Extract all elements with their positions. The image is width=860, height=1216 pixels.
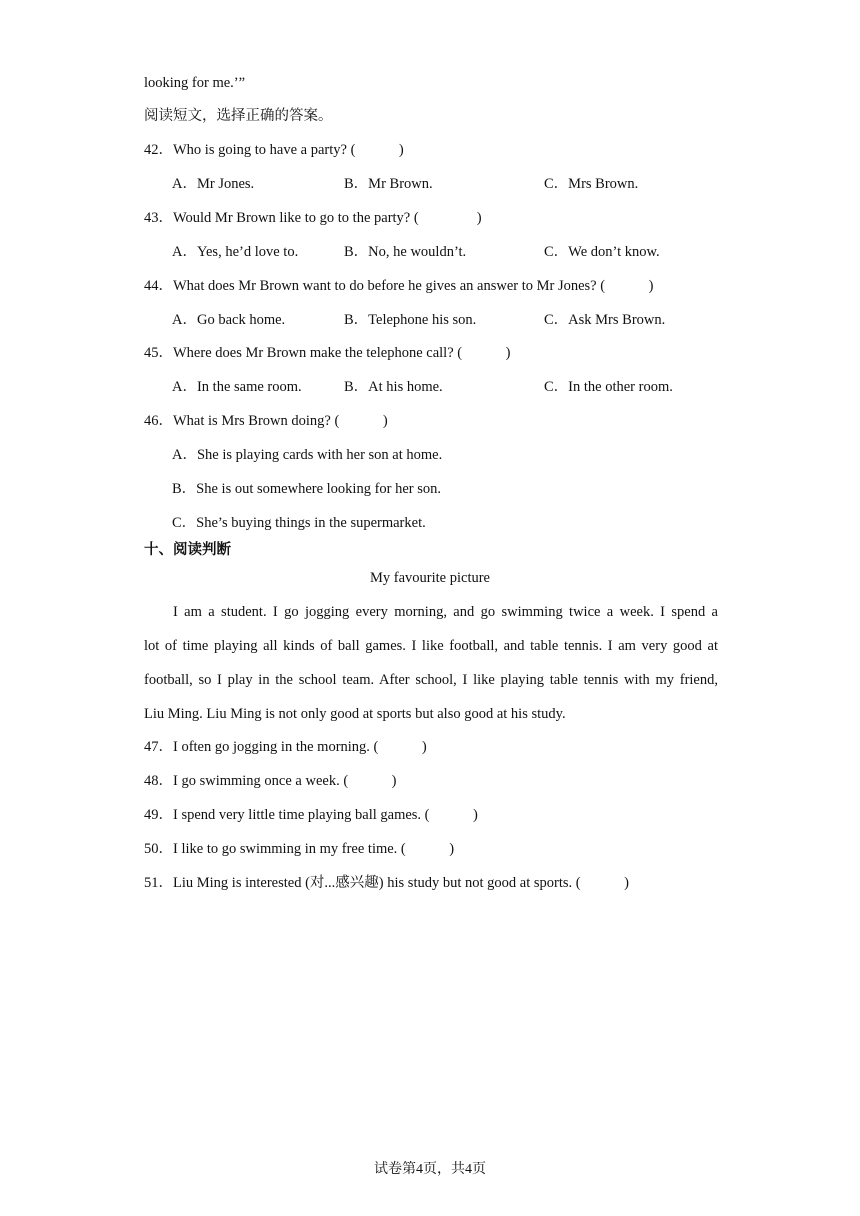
statement-48: 48．I go swimming once a week. ( )	[144, 773, 397, 789]
q44-option-c: C．Ask Mrs Brown.	[544, 312, 666, 328]
section-heading: 十、阅读判断	[144, 542, 231, 558]
statement-51: 51．Liu Ming is interested (对...感兴趣) his study but not good at sports. ( )	[144, 875, 629, 891]
question-42: 42．Who is going to have a party? ( )	[144, 142, 404, 158]
passage-line: lot of time playing all kinds of ball games. I like football, and table tennis. I am very good at	[144, 638, 718, 654]
statement-50: 50．I like to go swimming in my free time. ( )	[144, 841, 455, 857]
passage-line: I am a student. I go jogging every morning, and go swimming twice a week. I spend a	[173, 604, 718, 620]
q42-option-a: A．Mr Jones.	[172, 176, 255, 192]
question-45: 45．Where does Mr Brown make the telephone call? ( )	[144, 345, 511, 361]
question-43: 43．Would Mr Brown like to go to the party? ( )	[144, 210, 482, 226]
q46-option-c: C．She’s buying things in the supermarket.	[172, 515, 426, 531]
q46-option-a: A．She is playing cards with her son at home.	[172, 447, 443, 463]
q45-option-a: A．In the same room.	[172, 379, 302, 395]
passage-title: My favourite picture	[370, 570, 490, 586]
q45-option-b: B．At his home.	[344, 379, 443, 395]
instruction: 阅读短文，选择正确的答案。	[144, 108, 333, 124]
question-46: 46．What is Mrs Brown doing? ( )	[144, 413, 388, 429]
q43-option-c: C．We don’t know.	[544, 244, 660, 260]
passage-line: football, so I play in the school team. After school, I like playing table tennis with my friend,	[144, 672, 718, 688]
q43-option-b: B．No, he wouldn’t.	[344, 244, 467, 260]
q42-option-c: C．Mrs Brown.	[544, 176, 639, 192]
question-44: 44．What does Mr Brown want to do before he gives an answer to Mr Jones? ( )	[144, 278, 654, 294]
passage-continuation: looking for me.’”	[144, 75, 246, 91]
q42-option-b: B．Mr Brown.	[344, 176, 433, 192]
page-footer: 试卷第4页，共4页	[374, 1162, 486, 1177]
statement-49: 49．I spend very little time playing ball games. ( )	[144, 807, 478, 823]
q43-option-a: A．Yes, he’d love to.	[172, 244, 299, 260]
q44-option-a: A．Go back home.	[172, 312, 286, 328]
q45-option-c: C．In the other room.	[544, 379, 673, 395]
q44-option-b: B．Telephone his son.	[344, 312, 477, 328]
statement-47: 47．I often go jogging in the morning. ( )	[144, 739, 427, 755]
passage-line: Liu Ming. Liu Ming is not only good at sports but also good at his study.	[144, 706, 566, 722]
q46-option-b: B．She is out somewhere looking for her son.	[172, 481, 442, 497]
